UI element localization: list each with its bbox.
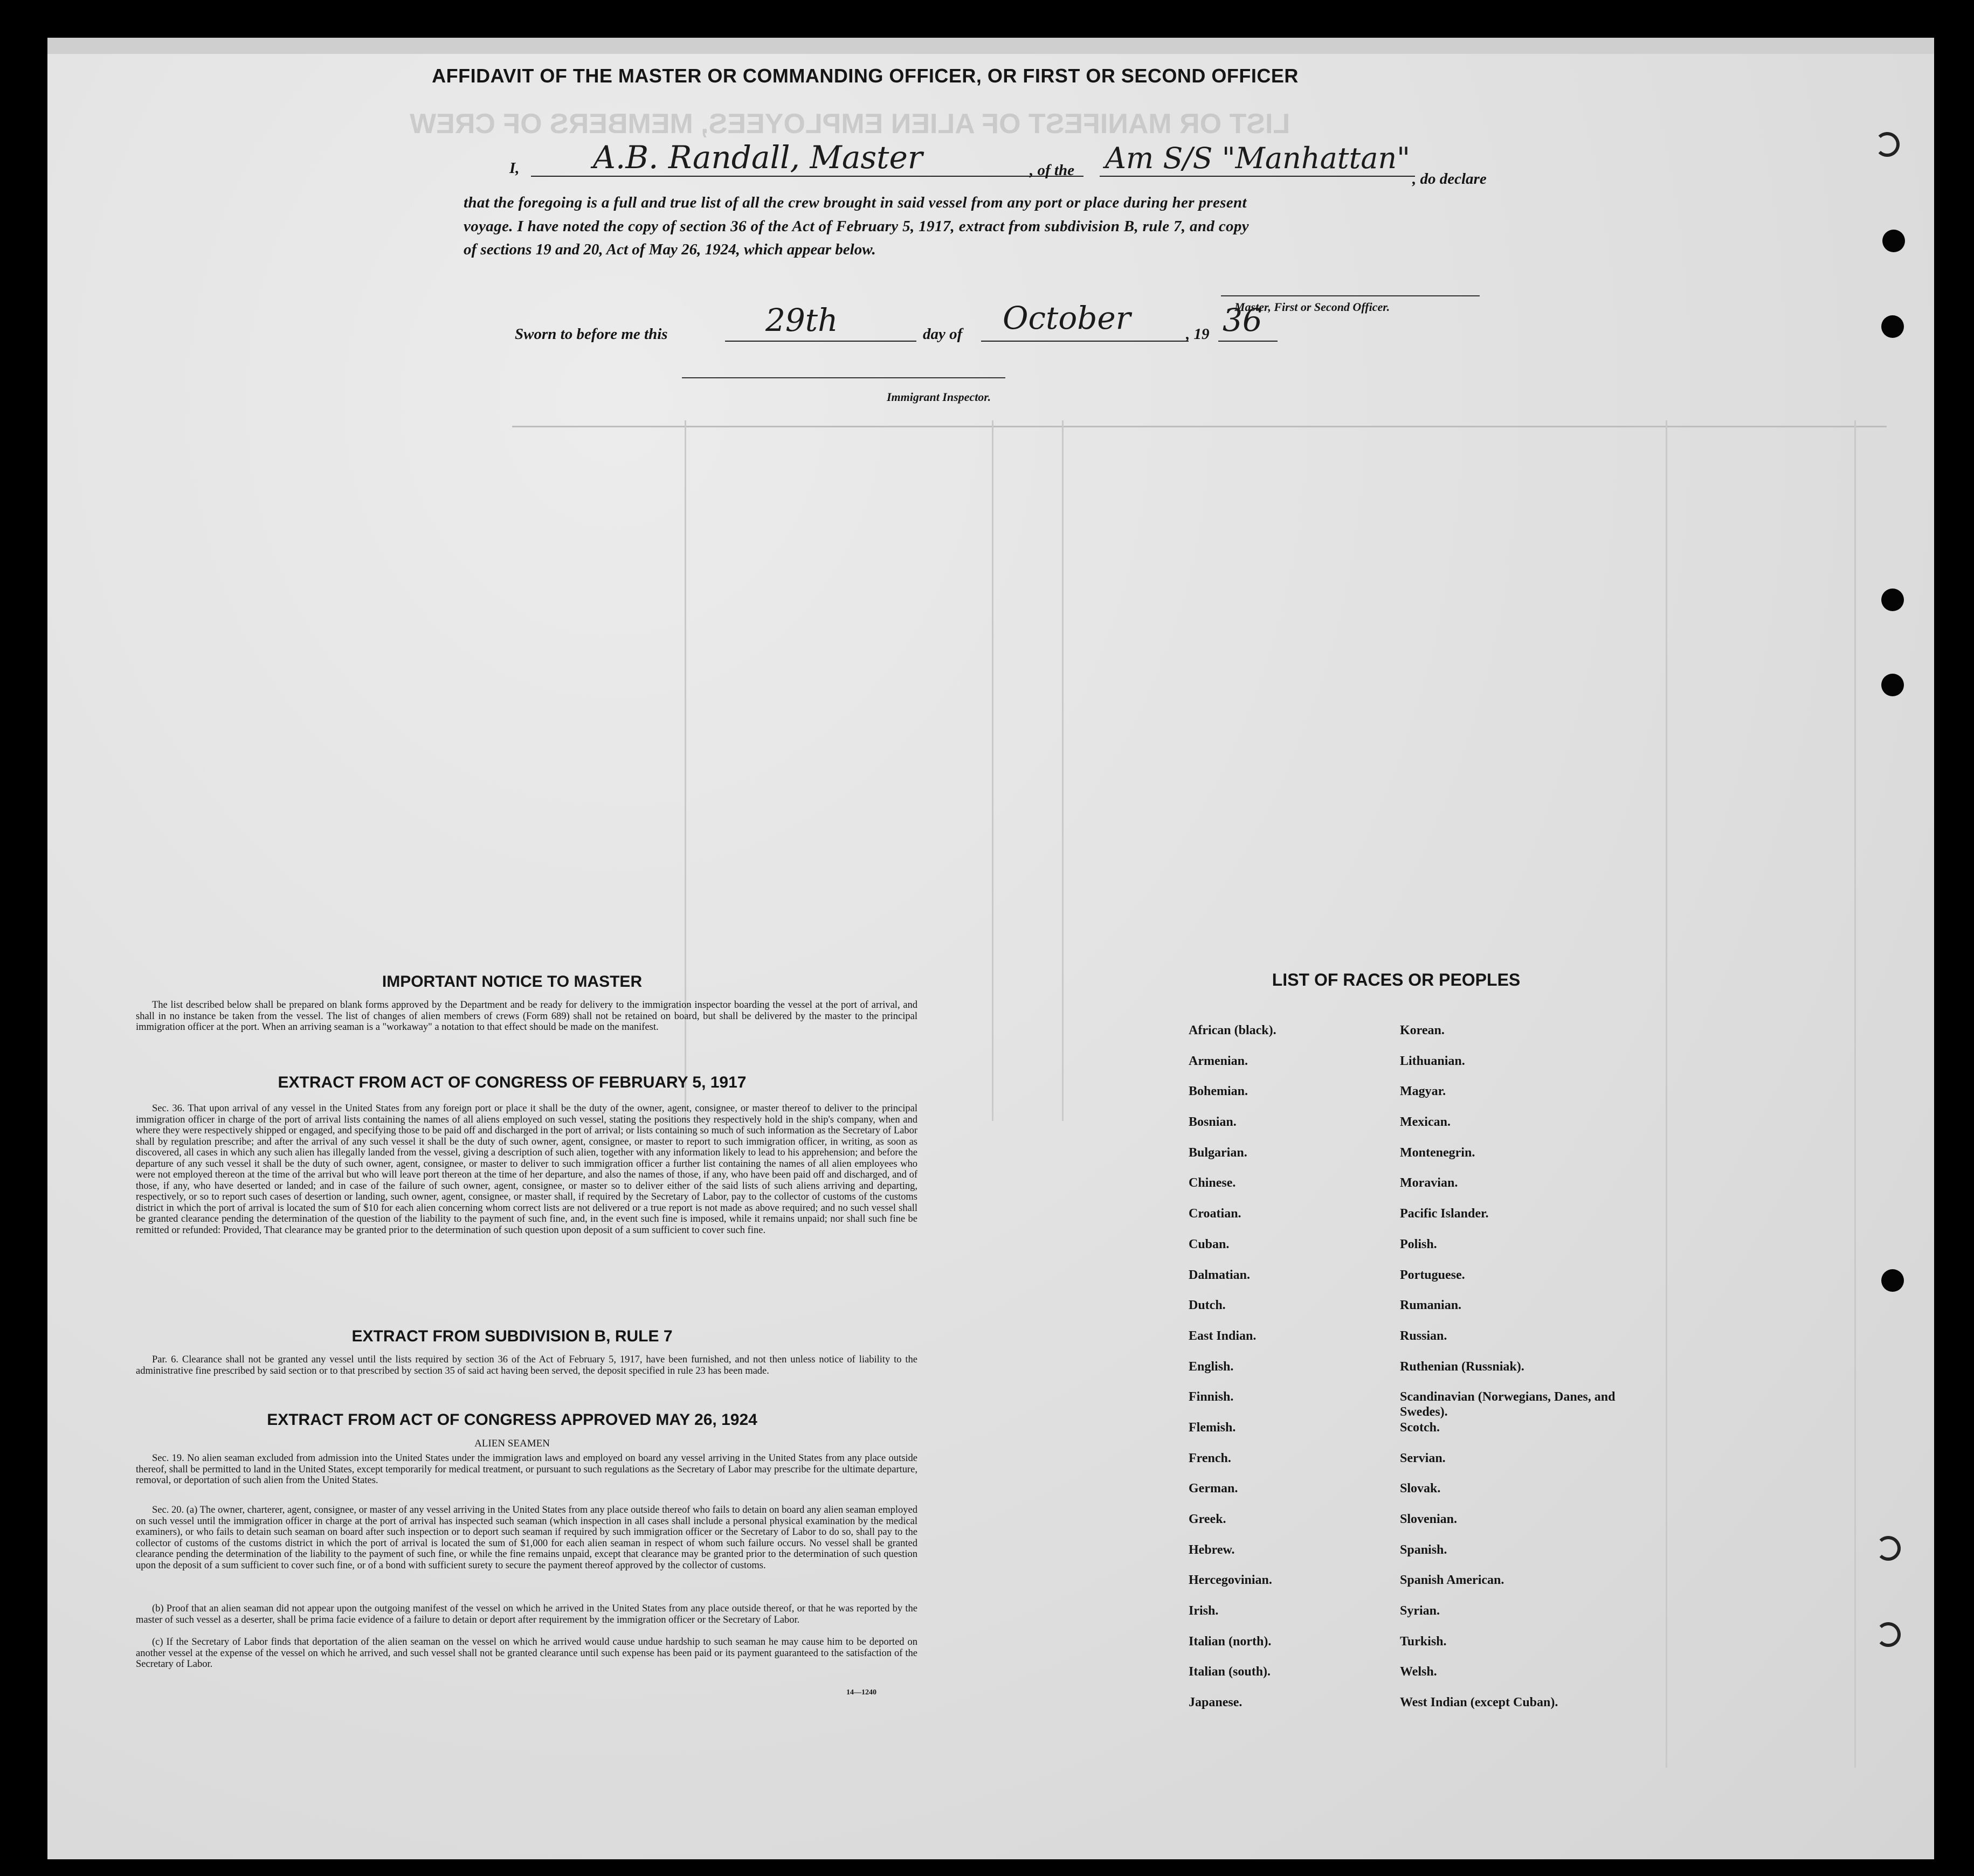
- race-item: Bohemian.: [1189, 1084, 1248, 1099]
- race-item: Slovak.: [1400, 1482, 1441, 1496]
- race-item: German.: [1189, 1482, 1238, 1496]
- races-left-column: [1189, 1023, 1393, 1726]
- punch-hole: [1881, 674, 1904, 696]
- punch-hole: [1875, 132, 1900, 157]
- extract-1917-title: EXTRACT FROM ACT OF CONGRESS OF FEBRUARY 5, 1917: [278, 1074, 747, 1091]
- race-item: Spanish American.: [1400, 1573, 1504, 1588]
- race-item: African (black).: [1189, 1023, 1276, 1037]
- inspector-caption: Immigrant Inspector.: [887, 390, 991, 404]
- race-item: Dalmatian.: [1189, 1268, 1250, 1282]
- bleed-through-column: [1062, 420, 1064, 1121]
- sec20b-text: (b) Proof that an alien seaman did not appear upon the outgoing manifest of the vessel on which he arrived in the United States from any place outside thereof, or that he was reported by the master of such vessel as a deserter, shall be prima facie evidence of a failure to detain or deport after requirement by the immigration officer or the Secretary of Labor.: [136, 1603, 917, 1625]
- sworn-prefix: Sworn to before me this: [515, 326, 668, 343]
- race-item: Pacific Islander.: [1400, 1207, 1489, 1221]
- extract-1917-text: Sec. 36. That upon arrival of any vessel in the United States from any foreign port or place it shall be the duty of the owner, agent, consignee, or master thereof to deliver to the principal immigration officer in charge of the port of arrival lists containing the names of all aliens employed on such vessel, stating the positions they respectively hold in the ship's company, when and where they were respectively shipped or engaged, and specifying those to be paid off and discharged in the port of arrival; or lists containing so much of such information as the Secretary of Labor shall by regulation prescribe; and after the arrival of any such vessel it shall be the duty of such owner, agent, consignee, or master to report to such immigration officer, in writing, as soon as discovered, all cases in which any such alien has illegally landed from the vessel, giving a description of such alien, together with any information likely to lead to his apprehension; and before the departure of any such vessel it shall be the duty of such owner, agent, consignee, or master to deliver to such immigration officer a further list containing the names of all alien employees who were not employed thereon at the time of the arrival but who will leave port thereon at the time of her departure, and also the names of those, if any, who have been paid off and discharged, and of those, if any, who have deserted or landed; and in case of the failure of such owner, agent, consignee, or master so to deliver either of the said lists of such aliens arriving and departing, respectively, or so to report such cases of desertion or landing, such owner, agent, consignee, or master shall, if required by the Secretary of Labor, pay to the collector of customs of the customs district in which the port of arrival is located the sum of $10 for each alien concerning whom correct lists are not delivered or a true report is not made as above required; and no such vessel shall be granted clearance pending the determination of the question of the liability to the payment of such fine, and, in the event such fine is imposed, while it remains unpaid; nor shall such fine be remitted or refunded: Provided, That clearance may be granted prior to the determination of such question upon deposit of a sum sufficient to cover such fine.: [136, 1103, 917, 1236]
- races-title: LIST OF RACES OR PEOPLES: [1272, 970, 1521, 989]
- punch-hole: [1876, 1536, 1901, 1561]
- race-item: Cuban.: [1189, 1237, 1230, 1251]
- sworn-month-handwritten: October: [1003, 300, 1131, 336]
- punch-hole: [1881, 1269, 1904, 1292]
- punch-hole: [1876, 1622, 1901, 1647]
- race-item: Lithuanian.: [1400, 1054, 1465, 1068]
- race-item: Montenegrin.: [1400, 1145, 1475, 1160]
- race-item: West Indian (except Cuban).: [1400, 1695, 1558, 1710]
- race-item: Servian.: [1400, 1451, 1446, 1465]
- affidavit-line2: that the foregoing is a full and true list of all the crew brought in said vessel from any port or place during her present: [464, 194, 1247, 211]
- sec19-text: Sec. 19. No alien seaman excluded from admission into the United States under the immigration laws and employed on board any vessel arriving in the United States from any place outside thereof, shall be permitted to land in the United States, except temporarily for medical treatment, or pursuant to such regulations as the Secretary of Labor may prescribe for the ultimate departure, removal, or deportation of such alien from the United States.: [136, 1453, 917, 1486]
- bleed-through-column: [992, 420, 993, 1121]
- notice-title: IMPORTANT NOTICE TO MASTER: [382, 973, 643, 991]
- extract-1924-title: EXTRACT FROM ACT OF CONGRESS APPROVED MAY 26, 1924: [267, 1411, 757, 1429]
- race-item: Spanish.: [1400, 1542, 1447, 1557]
- race-item: Irish.: [1189, 1604, 1219, 1618]
- race-item: Welsh.: [1400, 1665, 1437, 1679]
- race-item: Greek.: [1189, 1512, 1226, 1526]
- affidavit-line3: voyage. I have noted the copy of section 36 of the Act of February 5, 1917, extract from subdivision B, rule 7, and copy: [464, 218, 1249, 235]
- master-name-handwritten: A.B. Randall, Master: [593, 139, 923, 176]
- race-item: Dutch.: [1189, 1298, 1226, 1313]
- race-item: French.: [1189, 1451, 1231, 1465]
- affidavit-line4: of sections 19 and 20, Act of May 26, 1924, which appear below.: [464, 241, 876, 258]
- sworn-day-of: day of: [923, 326, 963, 343]
- sworn-day-handwritten: 29th: [765, 302, 838, 338]
- master-name-field: [531, 176, 1083, 177]
- rule7-title: EXTRACT FROM SUBDIVISION B, RULE 7: [351, 1327, 673, 1345]
- sworn-day-field: [725, 341, 916, 342]
- race-item: Japanese.: [1189, 1695, 1243, 1710]
- race-item: East Indian.: [1189, 1328, 1257, 1343]
- vessel-name-field: [1100, 176, 1415, 177]
- race-item: Italian (north).: [1189, 1634, 1272, 1649]
- race-item: Croatian.: [1189, 1207, 1241, 1221]
- race-item: Hebrew.: [1189, 1542, 1235, 1557]
- rule7-text: Par. 6. Clearance shall not be granted any vessel until the lists required by section 36 of the Act of February 5, 1917, have been furnished, and not then unless notice of liability to the administrative fine prescribed by said section or to that prescribed by section 35 of said act having been served, the deposit specified in rule 23 has been made.: [136, 1354, 917, 1376]
- sec20a-text: Sec. 20. (a) The owner, charterer, agent, consignee, or master of any vessel arriving in the United States from any place outside thereof who fails to detain on board any alien seaman employed on such vessel until the immigration officer in charge at the port of arrival has inspected such seaman (which inspection in all cases shall include a personal physical examination by the medical examiners), or who fails to detain such seaman on board after such inspection or to deport such seaman if required by such immigration officer or the Secretary of Labor to do so, shall pay to the collector of customs of the customs district in which the port of arrival is located the sum of $1,000 for each alien seaman in respect of whom such failure occurs. No vessel shall be granted clearance pending the determination of the liability to the payment of such fine, or while the fine remains unpaid, except that clearance may be granted prior to the determination of such question upon the deposit of a sum sufficient to cover such fine, or of a bond with sufficient surety to secure the payment thereof approved by the collector of customs.: [136, 1505, 917, 1571]
- sworn-month-field: [981, 341, 1189, 342]
- signature-caption: Master, First or Second Officer.: [1234, 300, 1390, 314]
- race-item: Moravian.: [1400, 1176, 1458, 1190]
- vessel-name-handwritten: Am S/S "Manhattan": [1105, 141, 1410, 175]
- race-item: Rumanian.: [1400, 1298, 1462, 1313]
- races-right-column: [1400, 1023, 1653, 1726]
- signature-line: [1221, 295, 1480, 296]
- race-item: Turkish.: [1400, 1634, 1447, 1649]
- bleed-through-rule: [512, 426, 1887, 427]
- page-fold-edge: [47, 38, 1934, 54]
- race-item: English.: [1189, 1359, 1234, 1374]
- race-item: Magyar.: [1400, 1084, 1446, 1099]
- sworn-year-handwritten: 36: [1223, 302, 1262, 338]
- form-code: 14—1240: [846, 1688, 876, 1697]
- race-item: Scotch.: [1400, 1420, 1440, 1435]
- notice-text: The list described below shall be prepared on blank forms approved by the Department and be ready for delivery to the immigration inspector boarding the vessel at the port of arrival, and shall in no instance be taken from the vessel. The list of changes of alien members of crews (Form 689) shall not be retained on board, but shall be delivered by the master to the principal immigration officer at the port. When an arriving seaman is a "workaway" a notation to that effect should be made on the manifest.: [136, 1000, 917, 1033]
- bleed-through-column: [1666, 420, 1667, 1768]
- race-item: Italian (south).: [1189, 1665, 1271, 1679]
- race-item: Portuguese.: [1400, 1268, 1465, 1282]
- race-item: Mexican.: [1400, 1115, 1451, 1130]
- race-item: Flemish.: [1189, 1420, 1236, 1435]
- race-item: Chinese.: [1189, 1176, 1236, 1190]
- race-item: Scandinavian (Norwegians, Danes, and Swedes).: [1400, 1390, 1616, 1420]
- affidavit-do-declare: , do declare: [1412, 170, 1487, 188]
- race-item: Slovenian.: [1400, 1512, 1458, 1526]
- sworn-year-field: [1218, 341, 1278, 342]
- race-item: Bulgarian.: [1189, 1145, 1247, 1160]
- race-item: Ruthenian (Russniak).: [1400, 1359, 1524, 1374]
- punch-hole: [1881, 315, 1904, 338]
- extract-1924-subtitle: ALIEN SEAMEN: [474, 1438, 550, 1449]
- race-item: Syrian.: [1400, 1604, 1440, 1618]
- affidavit-line1-prefix: I,: [509, 160, 520, 177]
- affidavit-title: AFFIDAVIT OF THE MASTER OR COMMANDING OFFICER, OR FIRST OR SECOND OFFICER: [432, 65, 1299, 87]
- sworn-year-prefix: , 19: [1186, 326, 1210, 343]
- bleed-through-column: [1854, 420, 1856, 1768]
- punch-hole: [1882, 230, 1905, 252]
- race-item: Polish.: [1400, 1237, 1437, 1251]
- race-item: Russian.: [1400, 1328, 1447, 1343]
- race-item: Korean.: [1400, 1023, 1445, 1037]
- bleed-through-heading: LIST OR MANIFEST OF ALIEN EMPLOYEES, MEMBERS OF CREW: [410, 108, 1290, 140]
- inspector-signature-line: [682, 377, 1005, 378]
- affidavit-of-the: , of the: [1030, 162, 1074, 179]
- punch-hole: [1881, 589, 1904, 611]
- race-item: Bosnian.: [1189, 1115, 1237, 1130]
- race-item: Hercegovinian.: [1189, 1573, 1272, 1588]
- sec20c-text: (c) If the Secretary of Labor finds that deportation of the alien seaman on the vessel on which he arrived would cause undue hardship to such seaman he may cause him to be deported on another vessel at the expense of the vessel on which he arrived, and such vessel shall not be granted clearance until such expense has been paid or its payment guaranteed to the satisfaction of the Secretary of Labor.: [136, 1637, 917, 1670]
- race-item: Finnish.: [1189, 1390, 1234, 1404]
- race-item: Armenian.: [1189, 1054, 1248, 1068]
